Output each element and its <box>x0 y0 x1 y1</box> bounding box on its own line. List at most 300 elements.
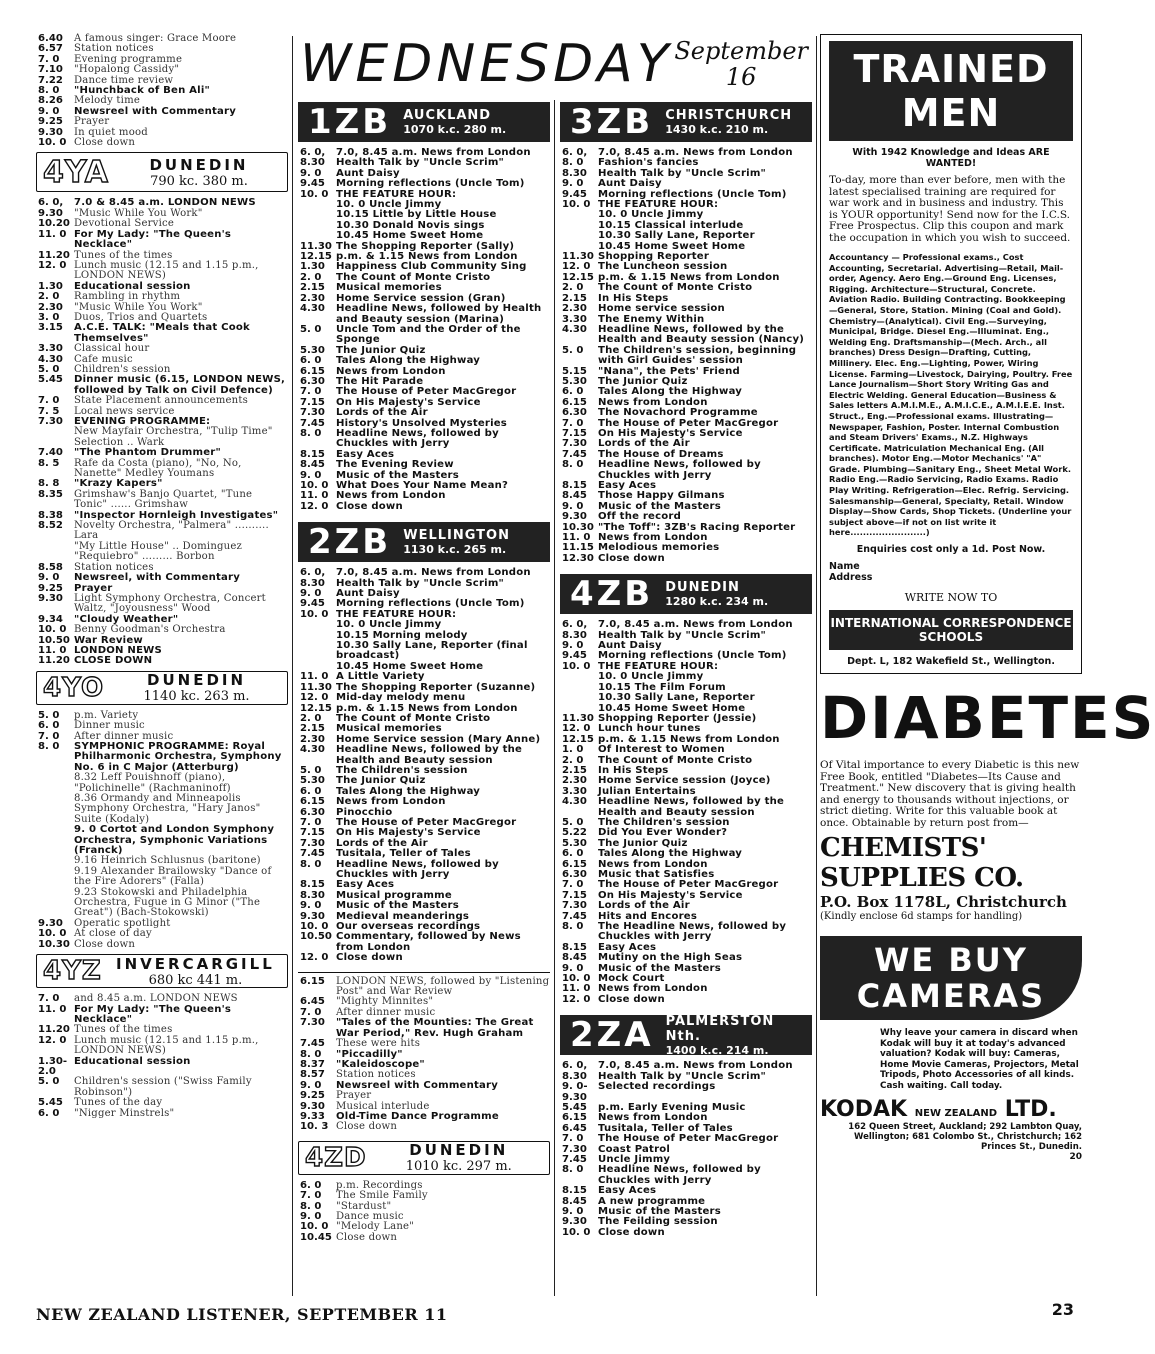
item-text: Music of the Masters <box>336 900 459 912</box>
item-time: 12. 0 <box>562 723 591 735</box>
item-time: 5.45 <box>38 1097 63 1109</box>
item-time: 2.15 <box>562 764 587 776</box>
station-freq: 790 kc. 380 m. <box>150 173 248 189</box>
item-text: Headline News, followed by Chuckles with Jerry <box>336 427 499 450</box>
station-4yo <box>36 671 288 705</box>
item-text: 10. 0 Uncle Jimmy <box>336 619 442 631</box>
item-time: 7.30 <box>562 438 587 450</box>
item-time: 6. 0 <box>300 355 322 367</box>
item-text: Close down <box>74 137 136 149</box>
item-time: 7.10 <box>38 64 63 76</box>
ad-trained-men <box>820 34 1082 674</box>
item-time: 12. 0 <box>562 261 591 273</box>
list-4yo <box>36 711 288 950</box>
item-text: Headline News, followed by the Health and Beauty session (Nancy) <box>598 323 805 346</box>
item-text: Lords of the Air <box>598 900 690 912</box>
item-text: Lords of the Air <box>598 438 690 450</box>
item-time: 9. 0 <box>562 1205 584 1217</box>
item-time: 10.45 <box>300 1231 332 1243</box>
item-text: Old-Time Dance Programme <box>336 1110 499 1122</box>
item-time: 3. 0 <box>38 311 60 323</box>
item-time: 9. 0-9.30 <box>562 1081 588 1103</box>
page-title <box>300 34 812 94</box>
item-text: THE FEATURE HOUR: <box>598 660 719 672</box>
item-time: 7.15 <box>300 827 325 839</box>
item-text: 10.15 The Film Forum <box>598 681 726 693</box>
item-text: In His Steps <box>598 292 669 304</box>
list-item <box>36 994 288 1004</box>
item-text: Health Talk by "Uncle Scrim" <box>598 629 767 641</box>
item-time: 8.45 <box>562 1195 587 1207</box>
item-text: Easy Aces <box>598 941 657 953</box>
item-time <box>298 631 336 641</box>
item-time: 8. 0 <box>562 459 584 471</box>
item-time: 10.30 <box>38 938 70 950</box>
item-text: Tusitala, Teller of Tales <box>336 848 471 860</box>
ad-diabetes <box>820 684 1155 923</box>
item-time: 9.30 <box>38 207 63 219</box>
item-text: Home Service session (Gran) <box>336 292 506 304</box>
item-text: p.m. Recordings <box>336 1179 423 1191</box>
item-text: 10.45 Home Sweet Home <box>336 660 484 672</box>
item-time: 11. 0 <box>38 228 67 240</box>
item-time: 11.30 <box>300 240 332 252</box>
item-text: LONDON NEWS <box>74 644 162 656</box>
item-text: Tales Along the Highway <box>598 386 743 398</box>
item-time: 5.45 <box>38 374 63 386</box>
item-time <box>36 542 74 552</box>
item-time: 6.30 <box>562 869 587 880</box>
item-time: 10.50 <box>300 931 332 943</box>
item-text: Close down <box>74 938 136 950</box>
ad-write: WRITE NOW TO <box>904 591 998 605</box>
station-freq: 680 kc 441 m. <box>148 972 243 988</box>
item-time: 5. 0 <box>562 816 584 828</box>
item-text: Music that Satisfies <box>598 869 715 880</box>
item-time: 9. 0 <box>300 469 322 481</box>
item-time: 12. 0 <box>38 1034 67 1046</box>
item-time: 11.20 <box>38 249 70 261</box>
item-text: Prayer <box>336 1090 372 1102</box>
item-time: 11.30 <box>562 251 594 263</box>
item-time: 4.30 <box>300 744 325 756</box>
item-time: 10. 0 <box>300 608 329 620</box>
column-1 <box>36 34 288 1119</box>
item-text: After dinner music <box>74 730 174 742</box>
item-time <box>36 867 74 888</box>
item-time: 5.30 <box>562 837 587 849</box>
station-city: DUNEDIN <box>149 155 249 174</box>
list-4yo-top <box>36 34 288 148</box>
item-text: The Children's session <box>336 764 468 776</box>
item-time: 11.20 <box>38 1024 70 1036</box>
item-text: Commentary, followed by News from London <box>336 931 521 953</box>
item-time: 9. 0 <box>562 640 584 652</box>
item-time: 7. 0 <box>562 417 584 429</box>
item-text: A new programme <box>598 1195 706 1207</box>
item-text: For My Lady: "The Queen's Necklace" <box>74 1003 232 1025</box>
item-time <box>560 221 598 231</box>
list-item <box>298 932 550 953</box>
item-text: Musical memories <box>336 723 442 735</box>
item-time <box>298 641 336 662</box>
item-text: The Shopping Reporter (Sally) <box>336 240 515 252</box>
item-text: 10.15 Classical interlude <box>598 219 744 231</box>
item-time <box>560 693 598 703</box>
station-logo: 2ZA <box>570 1015 654 1056</box>
item-time: 5.22 <box>562 827 587 839</box>
item-text: LONDON NEWS, followed by "Listening Post" and War Review <box>336 975 550 998</box>
item-text: 8.32 Leff Pouishnoff (piano), "Polichinelle" (Rachmaninoff) <box>74 772 231 794</box>
item-time: 7.30 <box>38 416 63 427</box>
item-text: The Hit Parade <box>336 375 424 387</box>
item-text: "Cloudy Weather" <box>74 613 179 625</box>
item-text: Medieval meanderings <box>336 910 470 922</box>
item-text: p.m. Variety <box>74 709 139 721</box>
item-time: 8.45 <box>562 490 587 502</box>
item-time: 9. 0 <box>562 962 584 974</box>
ad-headline-2: CAMERAS <box>856 977 1046 1016</box>
ad-addresses: 162 Queen Street, Auckland; 292 Lambton Quay, Wellington; 681 Colombo St., Christchurch; 162 Princes St., Dunedin. <box>848 1122 1082 1153</box>
list-item <box>36 261 288 282</box>
list-item <box>36 773 288 794</box>
item-time: 6. 0, <box>562 1060 588 1072</box>
item-text: Home service session <box>598 303 725 315</box>
item-text: A famous singer: Grace Moore <box>74 33 237 44</box>
list-item <box>298 1039 550 1049</box>
item-text: Educational session <box>74 1055 191 1067</box>
item-text: THE FEATURE HOUR: <box>598 199 719 211</box>
list-item <box>298 502 550 512</box>
item-time: 11.20 <box>38 655 70 667</box>
item-time: 11. 0 <box>38 644 67 656</box>
column-divider <box>292 36 293 1296</box>
item-text: The Smile Family <box>336 1190 428 1202</box>
item-text: 10.45 Home Sweet Home <box>598 702 746 714</box>
item-time: 8.30 <box>300 889 325 901</box>
column-divider <box>554 100 555 1296</box>
list-item <box>560 408 812 418</box>
item-text: 7.0, 8.45 a.m. News from London <box>336 147 531 158</box>
item-text: Close down <box>336 500 403 512</box>
item-time: 7.30 <box>562 1143 587 1155</box>
station-city: DUNEDIN <box>665 580 740 596</box>
list-item <box>560 1082 812 1103</box>
item-time: 12.15 <box>300 702 332 714</box>
item-time: 6.15 <box>562 858 587 870</box>
list-item <box>36 594 288 615</box>
list-item <box>560 745 812 755</box>
item-time: 7. 0 <box>300 386 322 398</box>
item-time: 2.30 <box>300 292 325 304</box>
item-text: Tunes of the day <box>74 1097 163 1109</box>
item-time: 6. 0, <box>300 567 326 579</box>
item-time: 8.15 <box>300 448 325 460</box>
item-time: 9.25 <box>300 1090 325 1102</box>
item-time: 12. 0 <box>38 259 67 271</box>
ad-subhead: With 1942 Knowledge and Ideas ARE WANTED! <box>852 147 1050 169</box>
item-time: 9. 0 <box>562 500 584 512</box>
item-time: 6. 0, <box>300 147 326 158</box>
item-text: Classical hour <box>74 343 150 355</box>
list-item <box>36 521 288 542</box>
column-2 <box>298 100 550 1243</box>
item-text: "Requiebro" ......... Borbon <box>74 551 215 563</box>
list-4yz <box>36 994 288 1119</box>
ad-ltd: LTD. <box>1004 1097 1057 1123</box>
item-text: Aunt Daisy <box>598 640 662 652</box>
item-text: Easy Aces <box>598 480 657 491</box>
item-text: The Junior Quiz <box>598 375 688 387</box>
item-text: Music of the Masters <box>598 962 721 974</box>
station-4yz <box>36 954 288 988</box>
item-text: p.m. & 1.15 News from London <box>598 271 780 283</box>
item-text: Melodious memories <box>598 542 720 554</box>
list-item <box>36 1077 288 1098</box>
item-time: 12.30 <box>562 552 594 564</box>
item-time: 7.30 <box>300 837 325 849</box>
station-4ya <box>36 152 288 192</box>
list-item <box>36 742 288 773</box>
item-text: 7.0, 8.45 a.m. News from London <box>598 147 793 158</box>
item-time: 1.30 <box>38 280 63 292</box>
station-1zb <box>298 102 550 142</box>
item-text: Music of the Masters <box>598 500 721 512</box>
item-text: Melody time <box>74 95 141 107</box>
item-time: 7. 0 <box>38 993 60 1005</box>
item-text: p.m. & 1.15 News from London <box>336 251 518 263</box>
item-time: 2.30 <box>300 733 325 745</box>
station-logo: 3ZB <box>570 102 654 142</box>
list-item <box>36 1036 288 1057</box>
item-time: 10. 0 <box>38 928 67 940</box>
item-text: Dinner music (6.15, LONDON NEWS, followed by Talk on Civil Defence) <box>74 374 286 396</box>
item-text: "Hopalong Cassidy" <box>74 64 180 76</box>
item-time <box>560 210 598 220</box>
item-time: 11. 0 <box>562 983 591 995</box>
station-freq: 1140 kc. 263 m. <box>143 689 250 705</box>
item-time: 3.30 <box>38 343 63 355</box>
list-item <box>36 794 288 825</box>
item-text: Cafe music <box>74 353 133 365</box>
item-text: Newsreel, with Commentary <box>74 572 241 584</box>
item-text: Headline News, followed by Chuckles with Jerry <box>598 1164 761 1186</box>
item-text: Tales Along the Highway <box>336 355 481 367</box>
item-text: On His Majesty's Service <box>336 396 481 408</box>
item-text: Operatic spotlight <box>74 917 171 929</box>
item-time: 7.15 <box>300 396 325 408</box>
item-time: 6. 0, <box>562 147 588 158</box>
item-text: Close down <box>336 952 403 964</box>
item-time: 10. 3 <box>300 1121 329 1133</box>
item-time: 8. 0 <box>38 85 60 97</box>
ad-headline <box>820 936 1082 1020</box>
item-text: Lunch music (12.15 and 1.15 p.m., LONDON NEWS) <box>74 259 259 282</box>
station-city: AUCKLAND <box>403 108 492 123</box>
item-text: Close down <box>598 1226 665 1238</box>
list-item <box>560 922 812 943</box>
item-time: 8. 0 <box>300 1200 322 1212</box>
item-time: 6.57 <box>38 43 63 55</box>
item-text: Musical memories <box>336 282 442 294</box>
item-text: 10.30 Sally Lane, Reporter <box>598 692 755 704</box>
item-text: 10.15 Little by Little House <box>336 209 497 221</box>
item-time: 8.15 <box>562 941 587 953</box>
item-text: "Inspector Hornleigh Investigates" <box>74 509 279 521</box>
ad-company <box>820 1097 1082 1122</box>
item-text: News from London <box>598 532 708 544</box>
item-time: 9. 0 <box>38 572 60 584</box>
item-time: 10. 0 <box>38 624 67 636</box>
list-item <box>36 825 288 856</box>
page-number: 23 <box>1051 1300 1074 1319</box>
list-item <box>36 292 288 302</box>
station-logo: 4YO <box>43 672 105 703</box>
item-time <box>36 773 74 794</box>
item-time: 1. 0 <box>562 744 584 756</box>
item-text: History's Unsolved Mysteries <box>336 417 507 429</box>
item-time: 9.25 <box>38 582 63 594</box>
item-text: War Review <box>74 634 143 646</box>
item-text: Easy Aces <box>336 448 395 460</box>
item-text: Musical programme <box>336 889 452 901</box>
item-text: Health Talk by "Uncle Scrim" <box>336 157 505 169</box>
item-time: 7. 0 <box>38 53 60 65</box>
station-city: WELLINGTON <box>403 528 510 544</box>
item-time: 8.30 <box>300 157 325 169</box>
item-text: On His Majesty's Service <box>336 827 481 839</box>
station-logo: 4YZ <box>43 956 102 987</box>
item-text: THE FEATURE HOUR: <box>336 188 457 200</box>
item-time: 7. 5 <box>38 405 60 417</box>
item-time: 2.30 <box>562 303 587 315</box>
item-time: 11.30 <box>562 712 594 724</box>
item-text: Headline News, followed by Chuckles with Jerry <box>336 858 499 880</box>
item-time: 6. 0 <box>38 720 60 732</box>
divider <box>298 972 550 973</box>
ad-body: Why leave your camera in discard when Kodak will buy it at today's advanced valuation? Kodak will buy: Cameras, Home Movie Cameras, Projectors, Metal Tripods, Photo Accessories of all kinds. Cash waiting. Call today. <box>880 1028 1079 1091</box>
item-text: State Placement announcements <box>74 395 249 407</box>
list-item <box>36 656 288 666</box>
item-time <box>298 210 336 220</box>
item-text: Newsreel with Commentary <box>74 105 236 117</box>
station-4zb <box>560 574 812 614</box>
item-time: 12.15 <box>562 733 594 745</box>
item-time: 9.30 <box>300 910 325 922</box>
item-time: 3.30 <box>562 313 587 325</box>
item-time: 6. 0, <box>38 197 64 209</box>
date: 16 <box>725 63 757 91</box>
item-time: 7.40 <box>38 447 63 459</box>
item-text: Home Service session (Mary Anne) <box>336 733 541 745</box>
item-text: Morning reflections (Uncle Tom) <box>598 650 787 662</box>
item-time: 9.45 <box>562 188 587 200</box>
ad-country: NEW ZEALAND <box>914 1108 998 1120</box>
item-text: Easy Aces <box>336 879 395 891</box>
item-text: Selected recordings <box>598 1081 716 1093</box>
item-text: Of Interest to Women <box>598 744 725 756</box>
item-time: 9.30 <box>38 592 63 604</box>
item-time: 5. 0 <box>38 709 60 721</box>
item-time: 6.15 <box>562 1112 587 1124</box>
item-time <box>36 794 74 825</box>
list-item <box>36 459 288 480</box>
station-logo: 2ZB <box>308 522 392 563</box>
item-text: News from London <box>336 796 446 808</box>
list-item <box>560 995 812 1005</box>
item-time: 5.45 <box>562 1101 587 1113</box>
item-text: Morning reflections (Uncle Tom) <box>336 178 525 190</box>
item-text: Lords of the Air <box>336 837 428 849</box>
list-4ya <box>36 198 288 666</box>
item-text: Tusitala, Teller of Tales <box>598 1122 733 1134</box>
item-text: Musical interlude <box>336 1100 430 1112</box>
item-time: 9. 0 <box>562 178 584 190</box>
station-logo: 1ZB <box>308 102 392 142</box>
list-item <box>560 1165 812 1186</box>
list-item <box>298 429 550 450</box>
item-text: Educational session <box>74 280 191 292</box>
item-time: 9. 0 <box>300 900 322 912</box>
item-time: 7. 0 <box>300 1006 322 1018</box>
item-time: 10. 0 <box>562 1226 591 1238</box>
station-2zb <box>298 522 550 562</box>
item-time: 2.30 <box>562 775 587 787</box>
item-time <box>36 856 74 866</box>
list-item <box>36 940 288 950</box>
item-text: 10. 0 Uncle Jimmy <box>598 671 704 683</box>
item-text: 10.45 Home Sweet Home <box>598 240 746 252</box>
item-time: 8.37 <box>300 1058 325 1070</box>
station-freq: 1070 k.c. 280 m. <box>403 123 507 136</box>
item-time: 6.15 <box>300 975 325 987</box>
item-text: News from London <box>336 490 446 502</box>
item-time: 6. 0 <box>300 785 322 797</box>
item-text: Happiness Club Community Sing <box>336 261 527 273</box>
item-time: 10. 0 <box>300 188 329 200</box>
item-text: Lunch music (12.15 and 1.15 p.m., LONDON NEWS) <box>74 1034 259 1057</box>
station-3zb <box>560 102 812 142</box>
list-item <box>36 1057 288 1078</box>
item-text: Newsreel with Commentary <box>336 1079 498 1091</box>
station-city: DUNEDIN <box>147 671 247 690</box>
item-time: 9.30 <box>38 917 63 929</box>
item-time: 8.45 <box>300 459 325 471</box>
list-item <box>560 304 812 314</box>
item-time: 5. 0 <box>562 344 584 356</box>
item-time: 5.30 <box>300 775 325 787</box>
item-time: 5. 0 <box>38 1076 60 1088</box>
item-text: 7.0, 8.45 a.m. News from London <box>598 619 793 631</box>
item-text: The Junior Quiz <box>336 344 426 356</box>
ad-number: 20 <box>1069 1152 1082 1163</box>
item-time: 2.15 <box>562 292 587 304</box>
item-time: 7.45 <box>562 910 587 922</box>
ad-cameras <box>820 936 1082 1162</box>
list-item <box>560 346 812 367</box>
list-3zb <box>560 148 812 564</box>
item-text: 9.16 Heinrich Schlusnus (baritone) <box>74 855 261 867</box>
item-text: and 8.45 a.m. LONDON NEWS <box>74 993 238 1005</box>
item-text: A Little Variety <box>336 671 425 683</box>
item-text: CLOSE DOWN <box>74 655 153 667</box>
item-text: Lunch hour tunes <box>598 723 701 735</box>
list-4zb <box>560 620 812 1005</box>
item-text: Close down <box>598 552 665 564</box>
list-item <box>560 797 812 818</box>
item-text: The House of Peter MacGregor <box>598 879 779 891</box>
item-text: The Enemy Within <box>598 313 705 325</box>
